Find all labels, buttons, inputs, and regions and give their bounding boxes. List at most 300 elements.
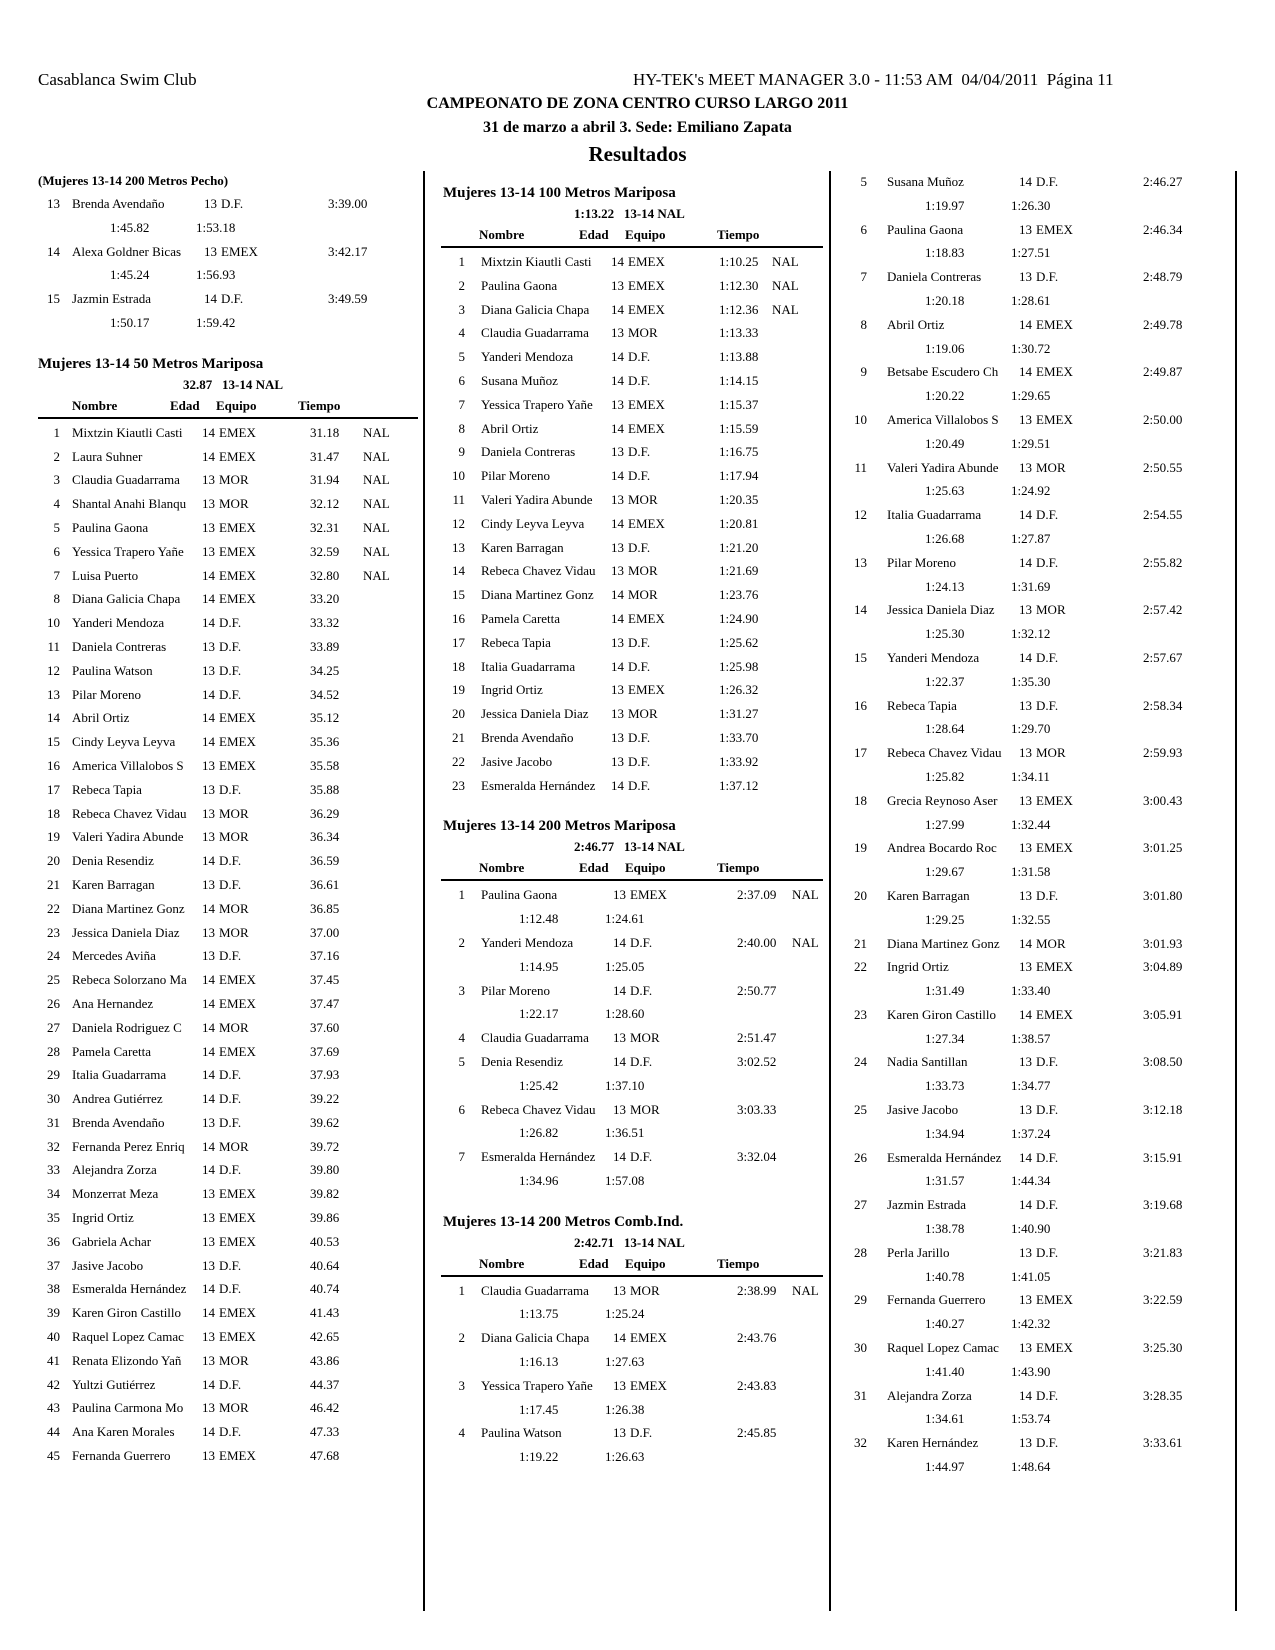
swimmer-name: Ana Hernandez — [72, 995, 154, 1011]
swimmer-age: 13 — [611, 444, 624, 460]
swimmer-team: D.F. — [1036, 1435, 1059, 1451]
split-time-1: 1:34.96 — [519, 1172, 559, 1188]
place: 16 — [854, 697, 867, 713]
swimmer-team: MOR — [630, 1101, 660, 1117]
swimmer-name: Fernanda Guerrero — [72, 1448, 171, 1464]
swimmer-team: D.F. — [1036, 887, 1059, 903]
swimmer-age: 13 — [613, 887, 626, 903]
place: 1 — [53, 424, 60, 440]
place: 15 — [47, 291, 60, 307]
split-time-2: 1:32.55 — [1011, 911, 1051, 927]
final-time: 37.47 — [310, 995, 340, 1011]
final-time: 1:15.59 — [719, 420, 759, 436]
swimmer-team: EMEX — [1036, 959, 1073, 975]
final-time: 35.36 — [310, 734, 340, 750]
split-row — [845, 1122, 1225, 1146]
result-row — [845, 1146, 1225, 1170]
final-time: 2:37.09 — [737, 887, 777, 903]
split-time-2: 1:28.61 — [1011, 292, 1051, 308]
swimmer-name: Italia Guadarrama — [72, 1067, 167, 1083]
swimmer-age: 13 — [611, 706, 624, 722]
place: 11 — [452, 491, 465, 507]
swimmer-team: D.F. — [219, 1424, 242, 1440]
swimmer-age: 13 — [202, 1352, 215, 1368]
swimmer-team: MOR — [219, 1138, 249, 1154]
swimmer-age: 13 — [1019, 459, 1032, 475]
swimmer-team: D.F. — [628, 444, 651, 460]
place: 26 — [47, 995, 60, 1011]
swimmer-age: 14 — [202, 900, 215, 916]
split-time-2: 1:48.64 — [1011, 1459, 1051, 1475]
swimmer-age: 13 — [611, 277, 624, 293]
place: 22 — [854, 959, 867, 975]
split-time-1: 1:20.49 — [925, 435, 965, 451]
swimmer-age: 13 — [1019, 1292, 1032, 1308]
swimmer-name: Yanderi Mendoza — [481, 934, 574, 950]
record-note: NAL — [792, 887, 819, 903]
swimmer-team: EMEX — [219, 567, 256, 583]
col-age: Edad — [579, 227, 609, 242]
split-row — [443, 907, 823, 931]
result-row — [845, 1193, 1225, 1217]
swimmer-age: 13 — [611, 634, 624, 650]
swimmer-team: EMEX — [219, 1305, 256, 1321]
col-team: Equipo — [216, 397, 257, 413]
event-record: 1:13.22 13-14 NAL — [574, 206, 685, 221]
place: 11 — [854, 459, 867, 475]
split-time-1: 1:19.06 — [925, 340, 965, 356]
record-note: NAL — [363, 519, 390, 535]
swimmer-name: Diana Martinez Gonz — [887, 935, 1000, 951]
result-row — [38, 659, 418, 683]
result-row — [845, 408, 1225, 432]
swimmer-team: D.F. — [628, 634, 651, 650]
place: 20 — [854, 887, 867, 903]
result-row — [38, 611, 418, 635]
swimmer-age: 13 — [202, 543, 215, 559]
swimmer-name: Claudia Guadarrama — [481, 1030, 589, 1046]
split-time-2: 1:26.63 — [605, 1449, 645, 1465]
result-row — [38, 1420, 418, 1444]
place: 10 — [452, 468, 465, 484]
result-row — [845, 265, 1225, 289]
swimmer-team: D.F. — [628, 539, 651, 555]
split-time-1: 1:16.13 — [519, 1354, 559, 1370]
place: 12 — [854, 507, 867, 523]
swimmer-name: Pilar Moreno — [72, 686, 141, 702]
swimmer-age: 14 — [202, 1162, 215, 1178]
swimmer-team: MOR — [1036, 602, 1066, 618]
place: 19 — [47, 829, 60, 845]
record-note: NAL — [792, 1282, 819, 1298]
split-row — [845, 1360, 1225, 1384]
swimmer-team: EMEX — [219, 1448, 256, 1464]
result-row — [38, 1396, 418, 1420]
result-row — [845, 360, 1225, 384]
result-row — [38, 1158, 418, 1182]
place: 23 — [47, 924, 60, 940]
split-time-1: 1:50.17 — [110, 314, 150, 330]
swimmer-age: 13 — [1019, 840, 1032, 856]
swimmer-team: D.F. — [221, 291, 244, 307]
split-row — [845, 289, 1225, 313]
swimmer-age: 14 — [202, 1067, 215, 1083]
split-time-2: 1:29.70 — [1011, 721, 1051, 737]
split-time-2: 1:53.74 — [1011, 1411, 1051, 1427]
split-time-1: 1:34.94 — [925, 1125, 965, 1141]
swimmer-team: MOR — [630, 1282, 660, 1298]
result-row — [38, 730, 418, 754]
final-time: 35.12 — [310, 710, 340, 726]
swimmer-team: EMEX — [628, 420, 665, 436]
place: 21 — [854, 935, 867, 951]
swimmer-team: EMEX — [219, 972, 256, 988]
split-row — [845, 384, 1225, 408]
swimmer-name: America Villalobos S — [72, 757, 184, 773]
place: 42 — [47, 1376, 60, 1392]
swimmer-name: Valeri Yadira Abunde — [481, 491, 593, 507]
place: 9 — [458, 444, 465, 460]
event-record: 2:42.71 13-14 NAL — [574, 1234, 685, 1250]
place: 24 — [854, 1054, 867, 1070]
swimmer-team: D.F. — [219, 876, 242, 892]
swimmer-team: D.F. — [628, 729, 651, 745]
result-row — [443, 1145, 823, 1169]
result-row — [845, 646, 1225, 670]
split-time-2: 1:25.24 — [605, 1306, 645, 1322]
swimmer-team: D.F. — [219, 686, 242, 702]
split-row — [38, 216, 418, 240]
swimmer-name: Cindy Leyva Leyva — [72, 734, 176, 750]
swimmer-age: 14 — [202, 615, 215, 631]
result-row — [38, 1254, 418, 1278]
result-row — [38, 445, 418, 469]
split-time-2: 1:26.38 — [605, 1401, 645, 1417]
split-time-1: 1:40.27 — [925, 1316, 965, 1332]
split-row — [845, 813, 1225, 837]
swimmer-age: 13 — [1019, 1102, 1032, 1118]
swimmer-age: 14 — [202, 1091, 215, 1107]
final-time: 40.64 — [310, 1257, 340, 1273]
swimmer-name: Denia Resendiz — [72, 853, 154, 869]
place: 17 — [452, 634, 465, 650]
final-time: 37.45 — [310, 972, 340, 988]
place: 13 — [47, 686, 60, 702]
split-time-2: 1:34.77 — [1011, 1078, 1051, 1094]
result-row — [38, 192, 418, 216]
place: 31 — [854, 1387, 867, 1403]
split-time-2: 1:41.05 — [1011, 1268, 1051, 1284]
swimmer-team: EMEX — [219, 1186, 256, 1202]
event-title-mariposa-200: Mujeres 13-14 200 Metros Mariposa — [443, 818, 676, 835]
result-row — [443, 417, 823, 441]
swimmer-age: 13 — [1019, 269, 1032, 285]
swimmer-name: Diana Galicia Chapa — [72, 591, 181, 607]
swimmer-team: MOR — [1036, 745, 1066, 761]
final-time: 3:15.91 — [1143, 1149, 1183, 1165]
swimmer-age: 13 — [1019, 959, 1032, 975]
result-row — [38, 421, 418, 445]
split-time-2: 1:57.08 — [605, 1172, 645, 1188]
record-note: NAL — [772, 301, 799, 317]
split-row — [443, 1074, 823, 1098]
place: 30 — [854, 1340, 867, 1356]
swimmer-team: D.F. — [630, 1425, 653, 1441]
result-row — [443, 702, 823, 726]
swimmer-age: 14 — [611, 301, 624, 317]
result-row — [845, 836, 1225, 860]
place: 38 — [47, 1281, 60, 1297]
split-row — [38, 311, 418, 335]
split-time-1: 1:20.18 — [925, 292, 965, 308]
place: 14 — [452, 563, 465, 579]
swimmer-name: Jessica Daniela Diaz — [481, 706, 589, 722]
result-row — [845, 456, 1225, 480]
swimmer-team: D.F. — [219, 948, 242, 964]
swimmer-team: EMEX — [628, 682, 665, 698]
swimmer-name: Rebeca Tapia — [887, 697, 957, 713]
split-time-2: 1:28.60 — [605, 1006, 645, 1022]
result-row — [443, 536, 823, 560]
final-time: 1:17.94 — [719, 468, 759, 484]
event-title-pecho-200-cont: (Mujeres 13-14 200 Metros Pecho) — [38, 173, 229, 188]
split-time-1: 1:14.95 — [519, 958, 559, 974]
final-time: 2:49.87 — [1143, 364, 1183, 380]
swimmer-name: Claudia Guadarrama — [481, 325, 589, 341]
split-row — [845, 527, 1225, 551]
split-time-2: 1:37.10 — [605, 1077, 645, 1093]
swimmer-name: Paulina Watson — [481, 1425, 562, 1441]
final-time: 2:50.00 — [1143, 411, 1183, 427]
swimmer-age: 13 — [611, 396, 624, 412]
result-row — [443, 440, 823, 464]
swimmer-age: 14 — [611, 372, 624, 388]
swimmer-team: D.F. — [1036, 649, 1059, 665]
result-row — [38, 1111, 418, 1135]
swimmer-age: 14 — [202, 448, 215, 464]
swimmer-name: Pilar Moreno — [481, 982, 550, 998]
swimmer-name: Rebeca Chavez Vidau — [481, 1101, 596, 1117]
split-time-2: 1:31.69 — [1011, 578, 1051, 594]
swimmer-name: Karen Barragan — [481, 539, 564, 555]
result-row — [38, 516, 418, 540]
split-row — [443, 1121, 823, 1145]
final-time: 2:59.93 — [1143, 745, 1183, 761]
swimmer-name: Brenda Avendaño — [72, 196, 165, 211]
final-time: 37.60 — [310, 1019, 340, 1035]
final-time: 3:05.91 — [1143, 1006, 1183, 1022]
result-row — [845, 741, 1225, 765]
final-time: 1:25.62 — [719, 634, 759, 650]
swimmer-name: Betsabe Escudero Ch — [887, 364, 999, 380]
swimmer-name: Yessica Trapero Yañe — [72, 543, 184, 559]
split-time-1: 1:29.67 — [925, 864, 965, 880]
split-row — [845, 979, 1225, 1003]
swimmer-name: Jessica Daniela Diaz — [72, 924, 180, 940]
place: 41 — [47, 1352, 60, 1368]
place: 27 — [47, 1019, 60, 1035]
swimmer-name: Karen Giron Castillo — [887, 1006, 997, 1022]
result-row — [38, 468, 418, 492]
swimmer-age: 13 — [611, 729, 624, 745]
swimmer-name: Jasive Jacobo — [72, 1257, 144, 1273]
swimmer-team: D.F. — [1036, 507, 1059, 523]
swimmer-age: 13 — [613, 1425, 626, 1441]
result-row — [443, 631, 823, 655]
split-time-1: 1:38.78 — [925, 1221, 965, 1237]
swimmer-age: 14 — [611, 515, 624, 531]
place: 18 — [47, 805, 60, 821]
swimmer-age: 13 — [611, 753, 624, 769]
split-time-1: 1:34.61 — [925, 1411, 965, 1427]
swimmer-team: D.F. — [1036, 697, 1059, 713]
swimmer-team: D.F. — [219, 1257, 242, 1273]
split-row — [443, 1302, 823, 1326]
result-row — [38, 802, 418, 826]
place: 4 — [53, 496, 60, 512]
swimmer-name: Pilar Moreno — [887, 554, 956, 570]
swimmer-name: Karen Giron Castillo — [72, 1305, 182, 1321]
swimmer-age: 13 — [1019, 411, 1032, 427]
result-row — [845, 170, 1225, 194]
swimmer-age: 14 — [613, 1330, 626, 1346]
split-row — [845, 622, 1225, 646]
swimmer-name: Paulina Watson — [72, 662, 153, 678]
result-row — [443, 464, 823, 488]
swimmer-name: Diana Galicia Chapa — [481, 1330, 590, 1346]
result-row — [443, 512, 823, 536]
swimmer-age: 14 — [1019, 649, 1032, 665]
swimmer-age: 14 — [202, 995, 215, 1011]
final-time: 1:12.30 — [719, 277, 759, 293]
swimmer-team: EMEX — [219, 710, 256, 726]
final-time: 2:40.00 — [737, 934, 777, 950]
swimmer-team: D.F. — [630, 982, 653, 998]
software-stamp: HY-TEK's MEET MANAGER 3.0 - 11:53 AM 04/04/2011 Página 11 — [633, 70, 1114, 89]
swimmer-name: Jazmin Estrada — [72, 291, 152, 307]
split-row — [845, 670, 1225, 694]
split-time-2: 1:44.34 — [1011, 1173, 1051, 1189]
split-time-1: 1:31.57 — [925, 1173, 965, 1189]
swimmer-team: EMEX — [628, 254, 665, 269]
club-name: Casablanca Swim Club — [38, 70, 197, 89]
result-row — [845, 218, 1225, 242]
final-time: 3:19.68 — [1143, 1197, 1183, 1213]
result-row — [443, 607, 823, 631]
swimmer-age: 13 — [202, 519, 215, 535]
split-time-1: 1:25.30 — [925, 626, 965, 642]
swimmer-name: Pamela Caretta — [72, 1043, 152, 1059]
place: 19 — [854, 840, 867, 856]
place: 14 — [47, 710, 60, 726]
swimmer-age: 14 — [613, 934, 626, 950]
place: 6 — [53, 543, 60, 559]
final-time: 35.88 — [310, 781, 340, 797]
split-time-1: 1:22.37 — [925, 673, 965, 689]
place: 8 — [860, 316, 867, 332]
result-row — [38, 778, 418, 802]
swimmer-age: 13 — [1019, 887, 1032, 903]
split-time-2: 1:24.92 — [1011, 483, 1051, 499]
place: 1 — [458, 254, 465, 269]
swimmer-age: 14 — [613, 1149, 626, 1165]
place: 20 — [47, 853, 60, 869]
final-time: 3:03.33 — [737, 1101, 777, 1117]
swimmer-age: 13 — [611, 325, 624, 341]
split-time-1: 1:20.22 — [925, 388, 965, 404]
swimmer-team: EMEX — [219, 1329, 256, 1345]
swimmer-age: 14 — [1019, 1387, 1032, 1403]
final-time: 33.32 — [310, 615, 340, 631]
swimmer-name: Claudia Guadarrama — [72, 472, 180, 488]
final-time: 1:24.90 — [719, 610, 759, 626]
swimmer-age: 13 — [1019, 1340, 1032, 1356]
swimmer-name: Monzerrat Meza — [72, 1186, 159, 1202]
result-row — [845, 1431, 1225, 1455]
result-row — [38, 706, 418, 730]
final-time: 33.20 — [310, 591, 340, 607]
result-row — [38, 873, 418, 897]
result-row — [38, 992, 418, 1016]
swimmer-age: 14 — [1019, 1149, 1032, 1165]
meet-title: CAMPEONATO DE ZONA CENTRO CURSO LARGO 2011 — [426, 95, 849, 112]
record-note: NAL — [792, 934, 819, 950]
swimmer-name: Gabriela Achar — [72, 1233, 152, 1249]
col-name: Nombre — [479, 1255, 525, 1271]
result-row — [38, 1373, 418, 1397]
final-time: 41.43 — [310, 1305, 340, 1321]
place: 18 — [854, 792, 867, 808]
swimmer-name: Brenda Avendaño — [72, 1114, 165, 1130]
split-time-1: 1:27.99 — [925, 816, 965, 832]
swimmer-team: D.F. — [219, 781, 242, 797]
swimmer-team: D.F. — [628, 349, 651, 365]
place: 4 — [458, 1425, 465, 1441]
swimmer-team: EMEX — [1036, 411, 1073, 427]
final-time: 35.58 — [310, 757, 340, 773]
swimmer-name: Claudia Guadarrama — [481, 1282, 589, 1298]
col-age: Edad — [170, 397, 200, 413]
result-row — [443, 488, 823, 512]
place: 40 — [47, 1329, 60, 1345]
swimmer-name: Perla Jarillo — [887, 1244, 950, 1260]
place: 7 — [458, 1149, 465, 1165]
swimmer-name: Esmeralda Hernández — [481, 1149, 596, 1165]
final-time: 2:55.82 — [1143, 554, 1183, 570]
swimmer-name: Fernanda Perez Enriq — [72, 1138, 185, 1154]
swimmer-age: 13 — [613, 1030, 626, 1046]
place: 5 — [53, 519, 60, 535]
swimmer-team: EMEX — [1036, 792, 1073, 808]
final-time: 1:33.70 — [719, 729, 759, 745]
result-row — [845, 1384, 1225, 1408]
swimmer-age: 13 — [1019, 602, 1032, 618]
final-time: 32.12 — [310, 496, 340, 512]
swimmer-name: Jessica Daniela Diaz — [887, 602, 995, 618]
place: 15 — [452, 587, 465, 603]
record-note: NAL — [363, 496, 390, 512]
result-row — [443, 1374, 823, 1398]
final-time: 36.85 — [310, 900, 340, 916]
swimmer-name: Mixtzin Kiautli Casti — [481, 254, 592, 269]
swimmer-age: 13 — [202, 1329, 215, 1345]
swimmer-team: EMEX — [219, 543, 256, 559]
place: 4 — [458, 325, 465, 341]
final-time: 1:15.37 — [719, 396, 759, 412]
col-time: Tiempo — [717, 227, 760, 242]
swimmer-name: Ingrid Ortiz — [72, 1210, 134, 1226]
result-row — [38, 492, 418, 516]
